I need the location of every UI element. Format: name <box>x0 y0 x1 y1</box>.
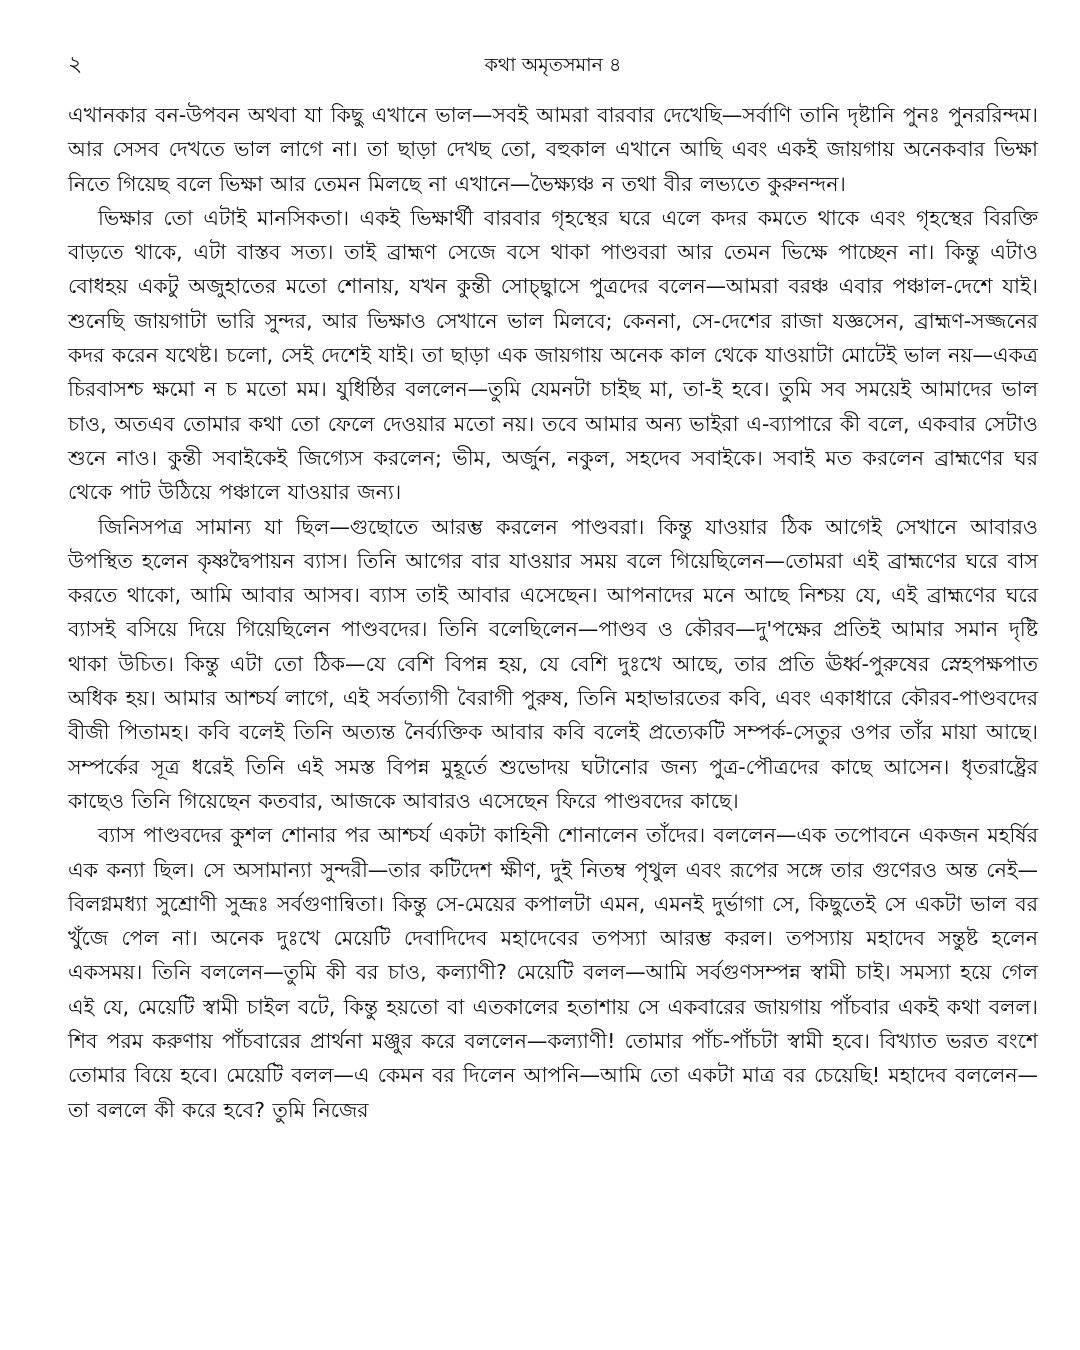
paragraph-1: এখানকার বন-উপবন অথবা যা কিছু এখানে ভাল—সবই আমরা বারবার দেখেছি—সর্বাণি তানি দৃষ্টানি পুনঃ পুনররিন্দম। আর সেসব দেখতে ভাল লাগে না। তা ছাড়া দেখছ তো, বহুকাল এখানে আছি এবং একই জায়গায় অনেকবার ভিক্ষা নিতে গিয়েছ বলে ভিক্ষা আর তেমন মিলছে না এখানে—ভৈক্ষ্যঞ্চ ন তথা বীর লভ্যতে কুরুনন্দন। <box>68 103 1038 196</box>
book-title: কথা অমৃতসমান ৪ <box>484 54 622 76</box>
paragraph-3: জিনিসপত্র সামান্য যা ছিল—গুছোতে আরম্ভ করলেন পাণ্ডবরা। কিন্তু যাওয়ার ঠিক আগেই সেখানে আবারও উপস্থিত হলেন কৃষ্ণদ্বৈপায়ন ব্যাস। তিনি আগের বার যাওয়ার সময় বলে গিয়েছিলেন—তোমরা এই ব্রাহ্মণের ঘরে বাস করতে থাকো, আমি আবার আসব। ব্যাস তাই আবার এসেছেন। আপনাদের মনে আছে নিশ্চয় যে, এই ব্রাহ্মণের ঘরে ব্যাসই বসিয়ে দিয়ে গিয়েছিলেন পাণ্ডবদের। তিনি বলেছিলেন—পাণ্ডব ও কৌরব—দু'পক্ষের প্রতিই আমার সমান দৃষ্টি থাকা উচিত। কিন্তু এটা তো ঠিক—যে বেশি বিপন্ন হয়, যে বেশি দুঃখে আছে, তার প্রতি ঊর্ধ্ব-পুরুষের স্নেহপক্ষপাত অধিক হয়। আমার আশ্চর্য লাগে, এই সর্বত্যাগী বৈরাগী পুরুষ, তিনি মহাভারতের কবি, এবং একাধারে কৌরব-পাণ্ডবদের বীজী পিতামহ। কবি বলেই তিনি অত্যন্ত নৈর্ব্যক্তিক আবার কবি বলেই প্রত্যেকটি সম্পর্ক-সেতুর ওপর তাঁর মায়া আছে। সম্পর্কের সূত্র ধরেই তিনি এই সমস্ত বিপন্ন মুহূর্তে শুভোদয় ঘটানোর জন্য পুত্র-পৌত্রদের কাছে আসেন। ধৃতরাষ্ট্রের কাছেও তিনি গিয়েছেন কতবার, আজকে আবারও এসেছেন ফিরে পাণ্ডবদের কাছে। <box>68 514 1038 813</box>
paragraph-4: ব্যাস পাণ্ডবদের কুশল শোনার পর আশ্চর্য একটা কাহিনী শোনালেন তাঁদের। বললেন—এক তপোবনে একজন মহর্ষির এক কন্যা ছিল। সে অসামান্যা সুন্দরী—তার কটিদেশ ক্ষীণ, দুই নিতম্ব পৃথুল এবং রূপের সঙ্গে তার গুণেরও অন্ত নেই—বিলগ্নমধ্যা সুশ্রোণী সুভ্রূঃ সর্বগুণান্বিতা। কিন্তু সে-মেয়ের কপালটা এমন, এমনই দুর্ভাগা সে, কিছুতেই সে একটা ভাল বর খুঁজে পেল না। অনেক দুঃখে মেয়েটি দেবাদিদেব মহাদেবের তপস্যা আরম্ভ করল। তপস্যায় মহাদেব সন্তুষ্ট হলেন একসময়। তিনি বললেন—তুমি কী বর চাও, কল্যাণী? মেয়েটি বলল—আমি সর্বগুণসম্পন্ন স্বামী চাই। সমস্যা হয়ে গেল এই যে, মেয়েটি স্বামী চাইল বটে, কিন্তু হয়তো বা এতকালের হতাশায় সে একবারের জায়গায় পাঁচবার একই কথা বলল। শিব পরম করুণায় পাঁচবারের প্রার্থনা মঞ্জুর করে বললেন—কল্যাণী! তোমার পাঁচ-পাঁচটা স্বামী হবে। বিখ্যাত ভরত বংশে তোমার বিয়ে হবে। মেয়েটি বলল—এ কেমন বর দিলেন আপনি—আমি তো একটা মাত্র বর চেয়েছি! মহাদেব বললেন—তা বললে কী করে হবে? তুমি নিজের <box>68 823 1038 1122</box>
book-page <box>68 50 1038 1127</box>
body-text <box>68 98 1038 1127</box>
page-number: ২ <box>68 52 83 77</box>
running-header <box>68 50 1038 90</box>
paragraph-2: ভিক্ষার তো এটাই মানসিকতা। একই ভিক্ষার্থী বারবার গৃহস্থের ঘরে এলে কদর কমতে থাকে এবং গৃহস্থের বিরক্তি বাড়তে থাকে, এটা বাস্তব সত্য। তাই ব্রাহ্মণ সেজে বসে থাকা পাণ্ডবরা আর তেমন ভিক্ষে পাচ্ছেন না। কিন্তু এটাও বোধহয় একটু অজুহাতের মতো শোনায়, যখন কুন্তী সোচ্ছ্বাসে পুত্রদের বলেন—আমরা বরঞ্চ এবার পঞ্চাল-দেশে যাই। শুনেছি জায়গাটা ভারি সুন্দর, আর ভিক্ষাও সেখানে ভাল মিলবে; কেননা, সে-দেশের রাজা যজ্ঞসেন, ব্রাহ্মণ-সজ্জনের কদর করেন যথেষ্ট। চলো, সেই দেশেই যাই। তা ছাড়া এক জায়গায় অনেক কাল থেকে যাওয়াটা মোটেই ভাল নয়—একত্র চিরবাসশ্চ ক্ষমো ন চ মতো মম। যুধিষ্ঠির বললেন—তুমি যেমনটা চাইছ মা, তা-ই হবে। তুমি সব সময়েই আমাদের ভাল চাও, অতএব তোমার কথা তো ফেলে দেওয়ার মতো নয়। তবে আমার অন্য ভাইরা এ-ব্যাপারে কী বলে, একবার সেটাও শুনে নাও। কুন্তী সবাইকেই জিগ্যেস করলেন; ভীম, অর্জুন, নকুল, সহদেব সবাইকে। সবাই মত করলেন ব্রাহ্মণের ঘর থেকে পাট উঠিয়ে পঞ্চালে যাওয়ার জন্য। <box>68 205 1038 505</box>
